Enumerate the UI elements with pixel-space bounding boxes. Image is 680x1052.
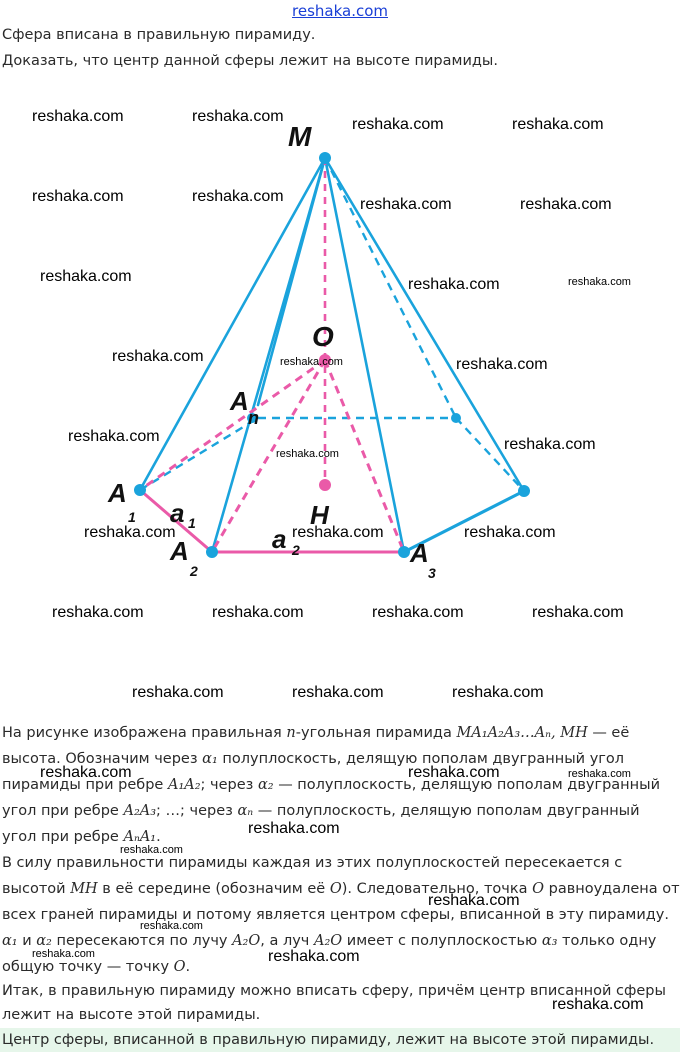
math-alpha3: α₃ — [541, 933, 558, 949]
label-O: O — [312, 321, 334, 352]
math-O: O — [173, 959, 186, 975]
math-alpha2: α₂ — [36, 933, 52, 949]
site-link[interactable]: reshaka.com — [292, 2, 388, 20]
watermark: reshaka.com — [192, 188, 284, 205]
math-alpha2: α₂ — [257, 777, 274, 793]
watermark: reshaka.com — [552, 996, 644, 1013]
text: в её середине (обозначим её — [97, 881, 330, 897]
text: имеет с полуплоскостью — [342, 933, 542, 949]
math-alpha1: α₁ — [202, 751, 218, 767]
point-H — [319, 479, 331, 491]
watermark: reshaka.com — [280, 356, 343, 368]
watermark: reshaka.com — [428, 892, 520, 909]
label-M: M — [288, 121, 312, 152]
watermark: reshaka.com — [52, 604, 144, 621]
text: ; …; через — [156, 803, 238, 819]
watermark: reshaka.com — [276, 448, 339, 460]
text: пирамиды при ребре — [2, 777, 168, 793]
problem-statement: Сфера вписана в правильную пирамиду. — [2, 27, 316, 43]
label-alpha2: a — [272, 524, 287, 554]
text: угол при ребре — [2, 829, 124, 845]
point-A1 — [134, 484, 146, 496]
watermark: reshaka.com — [112, 348, 204, 365]
watermark: reshaka.com — [568, 768, 631, 780]
text: равноудалена от — [544, 881, 680, 897]
label-alpha2-sub: 2 — [292, 542, 300, 558]
watermark: reshaka.com — [40, 268, 132, 285]
pyramid-figure — [0, 100, 680, 580]
answer-box: Центр сферы, вписанной в правильную пирамиду, лежит на высоте этой пирамиды. — [0, 1028, 680, 1052]
math-MH: MH — [70, 881, 98, 897]
label-A1: A — [108, 478, 127, 508]
math-A2O: A₂O — [232, 933, 261, 949]
label-H: H — [310, 500, 329, 530]
watermark: reshaka.com — [132, 684, 224, 701]
text: и — [17, 933, 37, 949]
solution-line-1 — [2, 720, 629, 746]
solution-line-10 — [2, 954, 190, 980]
watermark: reshaka.com — [292, 524, 384, 541]
math-O: O — [329, 881, 342, 897]
watermark: reshaka.com — [512, 116, 604, 133]
watermark: reshaka.com — [248, 820, 340, 837]
watermark: reshaka.com — [568, 276, 631, 288]
watermark: reshaka.com — [120, 844, 183, 856]
point-A3 — [398, 546, 410, 558]
watermark: reshaka.com — [372, 604, 464, 621]
math-O: O — [532, 881, 544, 897]
watermark: reshaka.com — [212, 604, 304, 621]
text: общую точку — точку — [2, 959, 174, 975]
text: — её — [587, 725, 630, 741]
point-M — [319, 152, 331, 164]
solution-line-7 — [2, 876, 680, 902]
solution-line-11: Итак, в правильную пирамиду можно вписать сферу, причём центр вписанной сферы — [2, 983, 666, 999]
math-A2A3: A₂A₃ — [123, 803, 157, 819]
watermark: reshaka.com — [452, 684, 544, 701]
text: . — [156, 829, 161, 845]
text: ). Следовательно, точка — [341, 881, 533, 897]
point-A4 — [518, 485, 530, 497]
watermark: reshaka.com — [32, 188, 124, 205]
text: высота. Обозначим через — [2, 751, 203, 767]
text: На рисунке изображена правильная — [2, 725, 287, 741]
math-pyramid: MA₁A₂A₃…Aₙ, MH — [456, 725, 588, 741]
label-A1-sub: 1 — [128, 509, 136, 525]
watermark: reshaka.com — [520, 196, 612, 213]
text: . — [185, 959, 191, 975]
watermark: reshaka.com — [32, 108, 124, 125]
text: пересекаются по лучу — [51, 933, 233, 949]
text: полуплоскость, делящую пополам двугранный угол — [217, 751, 625, 767]
edge-MA3 — [325, 158, 404, 552]
watermark: reshaka.com — [360, 196, 452, 213]
watermark: reshaka.com — [68, 428, 160, 445]
text: только одну — [557, 933, 657, 949]
point-A2 — [206, 546, 218, 558]
text: угол при ребре — [2, 803, 124, 819]
watermark: reshaka.com — [408, 764, 500, 781]
label-An-sub: n — [248, 408, 259, 428]
math-AnA1: AₙA₁ — [123, 829, 157, 845]
problem-task: Доказать, что центр данной сферы лежит на высоте пирамиды. — [2, 53, 498, 69]
label-A2-sub: 2 — [190, 563, 198, 579]
watermark: reshaka.com — [40, 764, 132, 781]
text: -угольная пирамида — [295, 725, 457, 741]
text: высотой — [2, 881, 71, 897]
label-alpha1: a — [170, 498, 185, 528]
solution-line-8: всех граней пирамиды и потому является центром сферы, вписанной в эту пирамиду. — [2, 907, 669, 923]
watermark: reshaka.com — [84, 524, 176, 541]
math-A1A2: A₁A₂ — [167, 777, 201, 793]
watermark: reshaka.com — [456, 356, 548, 373]
solution-line-6: В силу правильности пирамиды каждая из этих полуплоскостей пересекается с — [2, 855, 623, 871]
text: ; через — [200, 777, 258, 793]
point-A5 — [451, 413, 461, 423]
math-alphan: αₙ — [237, 803, 254, 819]
math-alpha1: α₁ — [2, 933, 18, 949]
solution-line-12: лежит на высоте этой пирамиды. — [2, 1007, 261, 1023]
label-An: A — [230, 386, 249, 416]
text: , а луч — [260, 933, 314, 949]
watermark: reshaka.com — [464, 524, 556, 541]
watermark: reshaka.com — [408, 276, 500, 293]
math-A2O: A₂O — [314, 933, 343, 949]
watermark: reshaka.com — [192, 108, 284, 125]
watermark: reshaka.com — [532, 604, 624, 621]
pink-O-A1 — [140, 360, 325, 490]
label-alpha1-sub: 1 — [188, 515, 196, 531]
label-A2: A — [170, 536, 189, 566]
watermark: reshaka.com — [352, 116, 444, 133]
watermark: reshaka.com — [140, 920, 203, 932]
text: — полуплоскость, делящую пополам двугранный — [253, 803, 640, 819]
math-n: n — [286, 725, 296, 741]
label-A3: A — [410, 538, 429, 568]
watermark: reshaka.com — [292, 684, 384, 701]
watermark: reshaka.com — [32, 948, 95, 960]
label-A3-sub: 3 — [428, 565, 436, 580]
text: — полуплоскость, делящую пополам двугранный — [273, 777, 661, 793]
edge-hidden-3 — [456, 418, 524, 491]
edge-MA1 — [140, 158, 325, 490]
watermark: reshaka.com — [504, 436, 596, 453]
watermark: reshaka.com — [268, 948, 360, 965]
